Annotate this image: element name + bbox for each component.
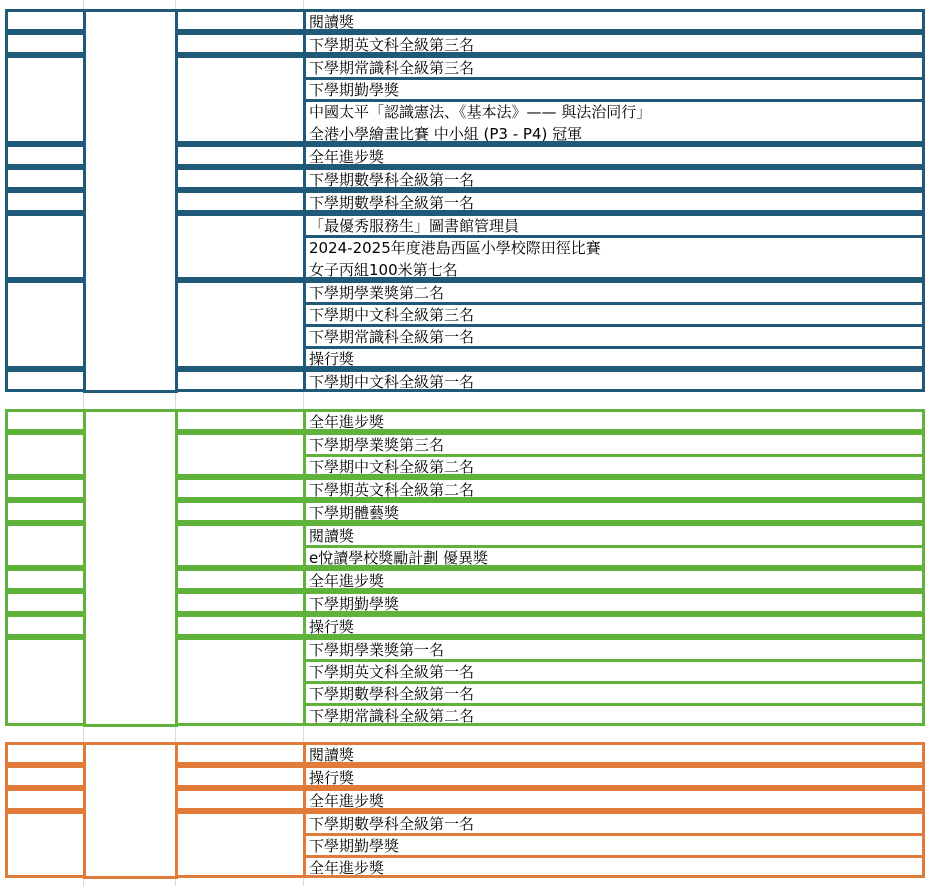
award-cell-group bbox=[303, 765, 925, 788]
award-text[interactable]: 全年進步獎 bbox=[309, 791, 385, 810]
student-number-cell[interactable] bbox=[5, 432, 86, 477]
award-cell-group bbox=[303, 369, 925, 392]
award-cell-group bbox=[303, 280, 925, 369]
award-text[interactable]: 下學期數學科全級第一名 bbox=[309, 170, 475, 189]
award-text[interactable]: 2024-2025年度港島西區小學校際田徑比賽 bbox=[309, 238, 601, 257]
award-cell-group bbox=[303, 591, 925, 614]
student-number-cell[interactable] bbox=[5, 765, 86, 788]
award-text[interactable]: 下學期學業獎第三名 bbox=[309, 435, 445, 454]
award-text[interactable]: 操行獎 bbox=[309, 349, 355, 368]
award-text[interactable]: 下學期常識科全級第一名 bbox=[309, 327, 475, 346]
student-name-cell[interactable] bbox=[175, 9, 306, 32]
student-number-cell[interactable] bbox=[5, 144, 86, 167]
class-cell[interactable] bbox=[83, 9, 178, 393]
student-number-cell[interactable] bbox=[5, 32, 86, 55]
award-text[interactable]: 下學期常識科全級第二名 bbox=[309, 706, 475, 725]
student-name-cell[interactable] bbox=[175, 591, 306, 614]
award-text[interactable]: 閱讀獎 bbox=[309, 12, 355, 31]
student-name-cell[interactable] bbox=[175, 213, 306, 280]
award-text[interactable]: 下學期學業獎第一名 bbox=[309, 640, 445, 659]
student-name-cell[interactable] bbox=[175, 167, 306, 190]
student-name-cell[interactable] bbox=[175, 32, 306, 55]
student-name-cell[interactable] bbox=[175, 500, 306, 523]
award-cell-group bbox=[303, 32, 925, 55]
award-text[interactable]: 全年進步獎 bbox=[309, 147, 385, 166]
award-text[interactable]: 下學期英文科全級第三名 bbox=[309, 35, 475, 54]
award-text[interactable]: 操行獎 bbox=[309, 768, 355, 787]
award-cell-group bbox=[303, 55, 925, 144]
student-number-cell[interactable] bbox=[5, 9, 86, 32]
award-cell-group bbox=[303, 144, 925, 167]
award-text[interactable]: 操行獎 bbox=[309, 617, 355, 636]
student-number-cell[interactable] bbox=[5, 369, 86, 392]
award-text[interactable]: 下學期中文科全級第三名 bbox=[309, 305, 475, 324]
award-cell-group bbox=[303, 523, 925, 568]
class-cell[interactable] bbox=[83, 742, 178, 879]
award-cell-group bbox=[303, 167, 925, 190]
award-cell-group bbox=[303, 568, 925, 591]
student-number-cell[interactable] bbox=[5, 811, 86, 878]
award-text[interactable]: 女子丙組100米第七名 bbox=[309, 260, 458, 279]
award-cell-group bbox=[303, 500, 925, 523]
student-name-cell[interactable] bbox=[175, 637, 306, 726]
award-text[interactable]: 全港小學繪畫比賽 中小組 (P3 - P4) 冠軍 bbox=[309, 124, 583, 143]
award-text[interactable]: e悅讀學校獎勵計劃 優異獎 bbox=[309, 548, 488, 567]
award-cell-group bbox=[303, 742, 925, 765]
student-number-cell[interactable] bbox=[5, 55, 86, 144]
award-cell-group bbox=[303, 811, 925, 878]
student-number-cell[interactable] bbox=[5, 523, 86, 568]
award-text[interactable]: 下學期勤學獎 bbox=[309, 80, 400, 99]
award-text[interactable]: 下學期勤學獎 bbox=[309, 836, 400, 855]
student-number-cell[interactable] bbox=[5, 788, 86, 811]
student-number-cell[interactable] bbox=[5, 409, 86, 432]
award-text[interactable]: 下學期數學科全級第一名 bbox=[309, 684, 475, 703]
award-cell-group bbox=[303, 477, 925, 500]
award-cell-group bbox=[303, 432, 925, 477]
student-number-cell[interactable] bbox=[5, 591, 86, 614]
award-text[interactable]: 閱讀獎 bbox=[309, 745, 355, 764]
student-name-cell[interactable] bbox=[175, 432, 306, 477]
student-name-cell[interactable] bbox=[175, 55, 306, 144]
award-text[interactable]: 下學期英文科全級第一名 bbox=[309, 662, 475, 681]
award-text[interactable]: 下學期學業獎第二名 bbox=[309, 283, 445, 302]
student-name-cell[interactable] bbox=[175, 409, 306, 432]
student-name-cell[interactable] bbox=[175, 742, 306, 765]
student-name-cell[interactable] bbox=[175, 811, 306, 878]
award-text[interactable]: 下學期英文科全級第二名 bbox=[309, 480, 475, 499]
student-name-cell[interactable] bbox=[175, 477, 306, 500]
student-name-cell[interactable] bbox=[175, 144, 306, 167]
student-number-cell[interactable] bbox=[5, 614, 86, 637]
award-cell-group bbox=[303, 190, 925, 213]
award-cell-group bbox=[303, 409, 925, 432]
award-cell-group bbox=[303, 9, 925, 32]
student-name-cell[interactable] bbox=[175, 190, 306, 213]
award-text[interactable]: 下學期中文科全級第一名 bbox=[309, 372, 475, 391]
student-number-cell[interactable] bbox=[5, 568, 86, 591]
award-text[interactable]: 下學期體藝獎 bbox=[309, 503, 400, 522]
award-text[interactable]: 閱讀獎 bbox=[309, 526, 355, 545]
student-number-cell[interactable] bbox=[5, 190, 86, 213]
award-text[interactable]: 下學期勤學獎 bbox=[309, 594, 400, 613]
student-name-cell[interactable] bbox=[175, 765, 306, 788]
student-name-cell[interactable] bbox=[175, 280, 306, 369]
student-name-cell[interactable] bbox=[175, 614, 306, 637]
student-number-cell[interactable] bbox=[5, 477, 86, 500]
award-cell-group bbox=[303, 637, 925, 726]
student-number-cell[interactable] bbox=[5, 280, 86, 369]
award-text[interactable]: 下學期數學科全級第一名 bbox=[309, 814, 475, 833]
student-number-cell[interactable] bbox=[5, 167, 86, 190]
award-text[interactable]: 全年進步獎 bbox=[309, 412, 385, 431]
award-cell-group bbox=[303, 788, 925, 811]
student-number-cell[interactable] bbox=[5, 742, 86, 765]
student-number-cell[interactable] bbox=[5, 213, 86, 280]
student-name-cell[interactable] bbox=[175, 788, 306, 811]
award-text[interactable]: 「最優秀服務生」圖書館管理員 bbox=[309, 216, 520, 235]
award-text[interactable]: 下學期中文科全級第二名 bbox=[309, 457, 475, 476]
award-text[interactable]: 全年進步獎 bbox=[309, 858, 385, 877]
award-cell-group bbox=[303, 614, 925, 637]
student-name-cell[interactable] bbox=[175, 568, 306, 591]
award-text[interactable]: 下學期常識科全級第三名 bbox=[309, 58, 475, 77]
student-number-cell[interactable] bbox=[5, 500, 86, 523]
class-cell[interactable] bbox=[83, 409, 178, 727]
student-name-cell[interactable] bbox=[175, 369, 306, 392]
award-text[interactable]: 全年進步獎 bbox=[309, 571, 385, 590]
award-text[interactable]: 下學期數學科全級第一名 bbox=[309, 193, 475, 212]
student-number-cell[interactable] bbox=[5, 637, 86, 726]
student-name-cell[interactable] bbox=[175, 523, 306, 568]
award-text[interactable]: 中國太平「認識憲法、《基本法》—— 與法治同行」 bbox=[309, 102, 652, 121]
award-cell-group bbox=[303, 213, 925, 280]
